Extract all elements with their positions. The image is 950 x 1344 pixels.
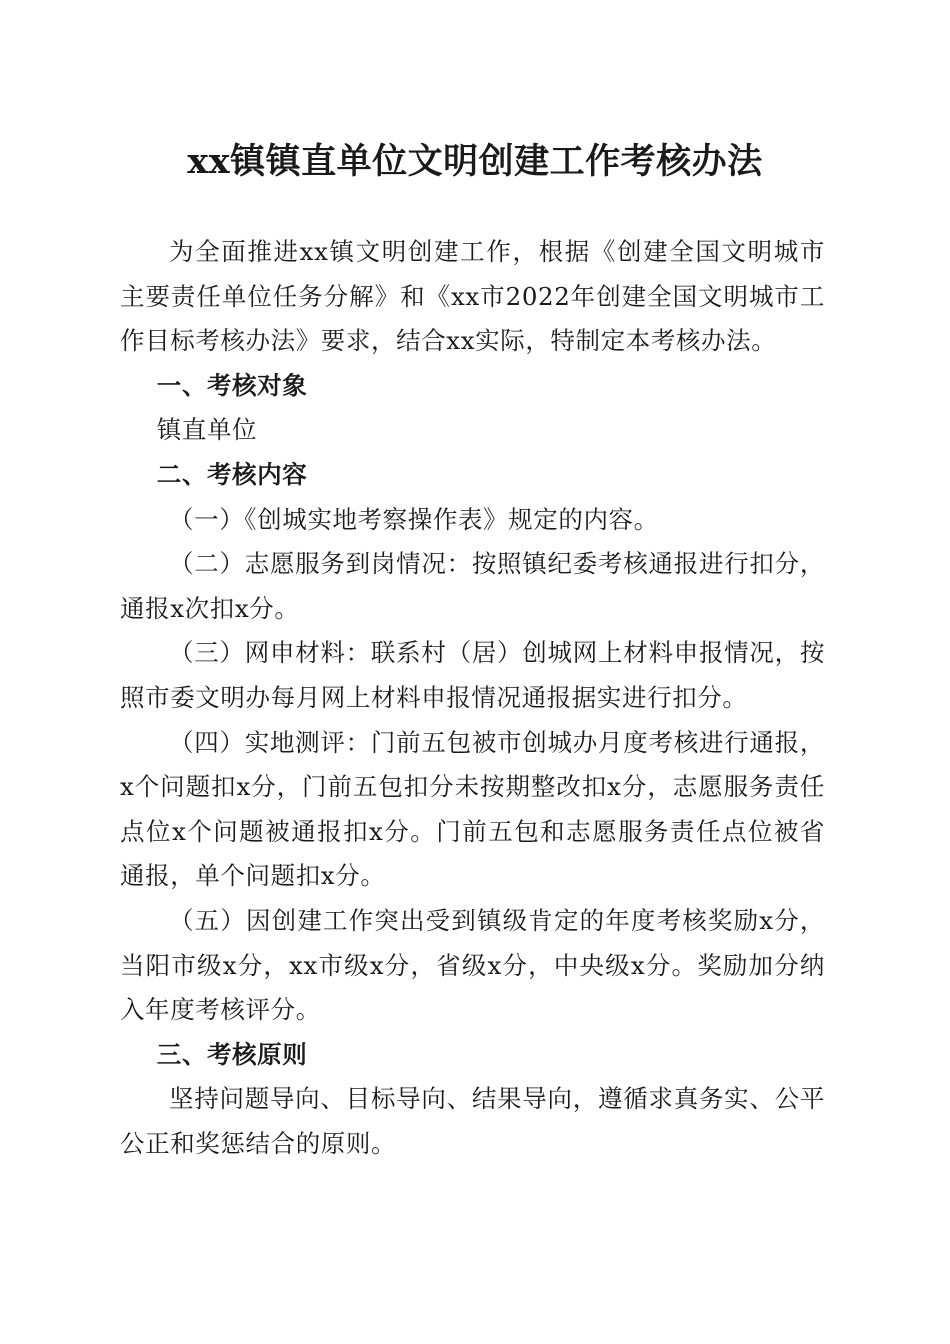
intro-paragraph: 为全面推进xx镇文明创建工作，根据《创建全国文明城市主要责任单位任务分解》和《xx市2022年创建全国文明城市工作目标考核办法》要求，结合xx实际，特制定本考核办法。 — [120, 237, 825, 356]
section-heading-principles: 三、考核原则 — [156, 1039, 308, 1069]
content-item-4: （四）实地测评：门前五包被市创城办月度考核进行通报，x个问题扣x分，门前五包扣分未按期整改扣x分，志愿服务责任点位x个问题被通报扣x分。门前五包和志愿服务责任点位被省通报，单个问题扣x分。 — [120, 727, 825, 891]
content-item-3: （三）网申材料：联系村（居）创城网上材料申报情况，按照市委文明办每月网上材料申报情况通报据实进行扣分。 — [120, 638, 825, 712]
section-heading-content: 二、考核内容 — [156, 459, 308, 489]
section-principles-content: 坚持问题导向、目标导向、结果导向，遵循求真务实、公平公正和奖惩结合的原则。 — [120, 1084, 825, 1158]
content-item-2: （二）志愿服务到岗情况：按照镇纪委考核通报进行扣分，通报x次扣x分。 — [120, 549, 825, 623]
document-body — [120, 230, 825, 1166]
document-title: xx镇镇直单位文明创建工作考核办法 — [187, 141, 763, 182]
section-objects-content: 镇直单位 — [156, 415, 258, 445]
section-heading-objects: 一、考核对象 — [156, 370, 308, 400]
content-item-1: （一）《创城实地考察操作表》规定的内容。 — [169, 504, 659, 534]
content-item-5: （五）因创建工作突出受到镇级肯定的年度考核奖励x分，当阳市级x分，xx市级x分，省级x分，中央级x分。奖励加分纳入年度考核评分。 — [120, 905, 825, 1025]
